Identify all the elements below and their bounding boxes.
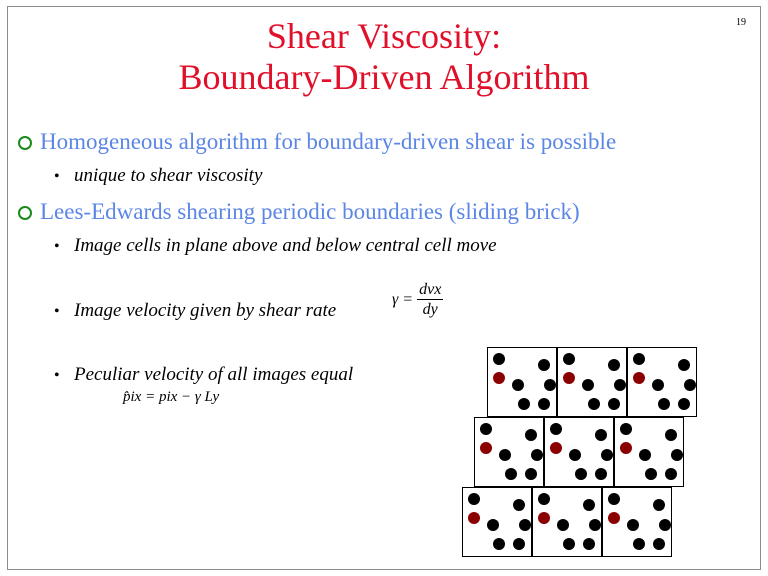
- particle: [614, 379, 626, 391]
- image-cell: [532, 487, 602, 557]
- particle: [595, 468, 607, 480]
- image-cell: [614, 417, 684, 487]
- particle: [550, 423, 562, 435]
- particle: [633, 353, 645, 365]
- particle: [468, 493, 480, 505]
- sub-bullet-2-1-text: Image cells in plane above and below central cell move: [74, 235, 497, 256]
- particle-tagged: [550, 442, 562, 454]
- particle: [627, 519, 639, 531]
- particle: [653, 499, 665, 511]
- particle: [518, 398, 530, 410]
- particle: [583, 538, 595, 550]
- particle: [575, 468, 587, 480]
- particle: [544, 379, 556, 391]
- sub-bullet-2-2-text: Image velocity given by shear rate: [74, 300, 337, 321]
- particle: [645, 468, 657, 480]
- particle: [608, 493, 620, 505]
- particle: [608, 359, 620, 371]
- slide: [7, 6, 761, 570]
- particle-tagged: [620, 442, 632, 454]
- particle-tagged: [538, 512, 550, 524]
- shear-rate-denominator: dy: [422, 301, 438, 318]
- particle: [665, 468, 677, 480]
- bullet-2-text: Lees-Edwards shearing periodic boundaries (sliding brick): [40, 199, 580, 224]
- particle: [678, 359, 690, 371]
- slide-title-line-2: Boundary-Driven Algorithm: [178, 57, 590, 97]
- particle: [582, 379, 594, 391]
- image-cell: [627, 347, 697, 417]
- image-cell: [557, 347, 627, 417]
- ring-bullet-icon: [18, 206, 32, 220]
- particle-tagged: [468, 512, 480, 524]
- central-cell: [544, 417, 614, 487]
- sub-bullet-2-1: [54, 235, 497, 257]
- particle: [531, 449, 543, 461]
- particle: [538, 398, 550, 410]
- dot-bullet-icon: •: [54, 367, 60, 384]
- particle: [487, 519, 499, 531]
- particle: [569, 449, 581, 461]
- particle-tagged: [480, 442, 492, 454]
- particle: [639, 449, 651, 461]
- shear-rate-numerator: dvx: [419, 281, 442, 298]
- sub-bullet-2-3: [54, 364, 353, 386]
- particle-tagged: [493, 372, 505, 384]
- particle: [493, 353, 505, 365]
- dot-bullet-icon: •: [54, 238, 60, 255]
- sub-bullet-2-2: [54, 300, 336, 322]
- particle: [493, 538, 505, 550]
- particle: [665, 429, 677, 441]
- particle-tagged: [608, 512, 620, 524]
- image-cell: [474, 417, 544, 487]
- image-cell: [487, 347, 557, 417]
- slide-title-line-1: Shear Viscosity:: [266, 16, 502, 56]
- shear-rate-equation: [392, 281, 443, 320]
- particle: [499, 449, 511, 461]
- particle: [583, 499, 595, 511]
- particle: [659, 519, 671, 531]
- particle: [505, 468, 517, 480]
- bullet-1: [18, 129, 616, 155]
- particle: [595, 429, 607, 441]
- particle: [678, 398, 690, 410]
- sub-bullet-1-1-text: unique to shear viscosity: [74, 165, 263, 186]
- particle: [513, 499, 525, 511]
- ring-bullet-icon: [18, 136, 32, 150]
- particle: [589, 519, 601, 531]
- particle: [538, 359, 550, 371]
- particle: [512, 379, 524, 391]
- particle: [563, 538, 575, 550]
- particle: [557, 519, 569, 531]
- page-number: 19: [736, 17, 746, 28]
- particle: [519, 519, 531, 531]
- sub-bullet-2-3-text: Peculiar velocity of all images equal: [74, 364, 354, 385]
- particle: [525, 429, 537, 441]
- particle: [653, 538, 665, 550]
- dot-bullet-icon: •: [54, 168, 60, 185]
- particle: [538, 493, 550, 505]
- bullet-2: [18, 199, 580, 225]
- shear-rate-fraction: [417, 281, 443, 320]
- image-cell: [602, 487, 672, 557]
- particle: [620, 423, 632, 435]
- particle: [480, 423, 492, 435]
- particle: [684, 379, 696, 391]
- particle: [608, 398, 620, 410]
- particle-tagged: [563, 372, 575, 384]
- particle: [563, 353, 575, 365]
- bullet-1-text: Homogeneous algorithm for boundary-driven shear is possible: [40, 129, 617, 154]
- particle: [658, 398, 670, 410]
- particle: [633, 538, 645, 550]
- image-cell: [462, 487, 532, 557]
- particle-tagged: [633, 372, 645, 384]
- particle: [671, 449, 683, 461]
- particle: [601, 449, 613, 461]
- particle: [588, 398, 600, 410]
- shear-rate-lhs: γ =: [392, 291, 414, 309]
- sub-bullet-1-1: [54, 165, 262, 187]
- particle: [652, 379, 664, 391]
- peculiar-velocity-equation: p̂ix = pix − γ Ly: [123, 389, 220, 405]
- particle: [513, 538, 525, 550]
- particle: [525, 468, 537, 480]
- dot-bullet-icon: •: [54, 303, 60, 320]
